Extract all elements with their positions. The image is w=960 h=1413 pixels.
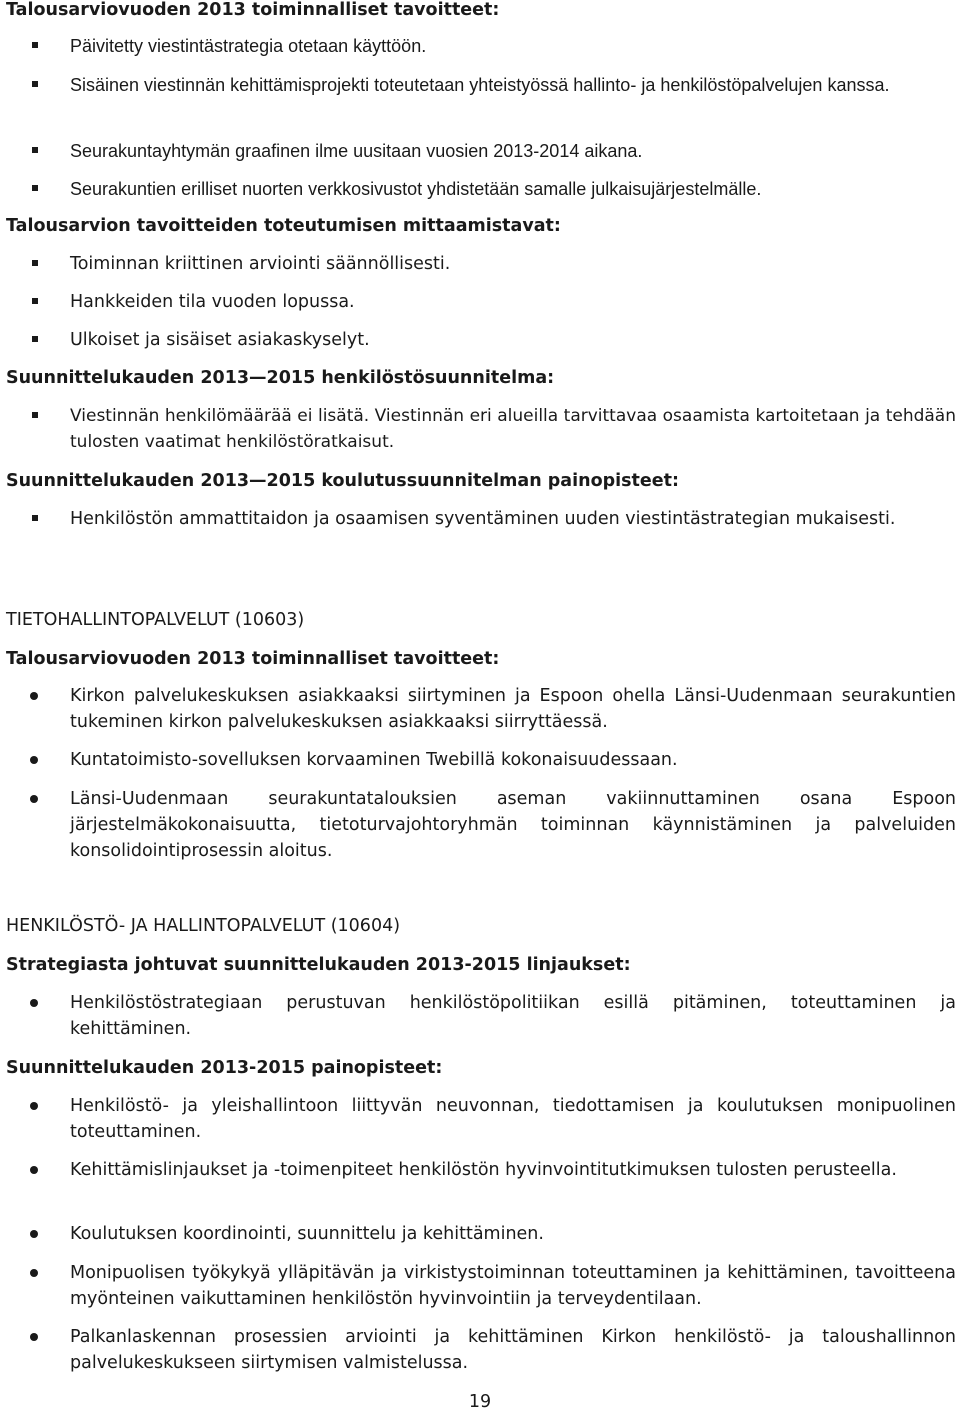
section-title: HENKILÖSTÖ- JA HALLINTOPALVELUT (10604) (6, 916, 401, 936)
section-heading: Strategiasta johtuvat suunnittelukauden 2013-2015 linjaukset: (6, 955, 631, 975)
square-bullet-icon (30, 327, 50, 353)
round-bullet-icon (30, 1324, 50, 1350)
square-bullet-icon (30, 506, 50, 532)
square-bullet-icon (30, 176, 50, 202)
square-bullet-icon (30, 72, 50, 98)
section-heading: Talousarviovuoden 2013 toiminnalliset tavoitteet: (6, 649, 500, 669)
section-title: TIETOHALLINTOPALVELUT (10603) (6, 610, 305, 630)
list-item: Kirkon palvelukeskuksen asiakkaaksi siirtyminen ja Espoon ohella Länsi-Uudenmaan seurakuntien tukeminen kirkon palvelukeskuksen asiakkaaksi siirryttäessä. (0, 683, 960, 735)
section-heading: Suunnittelukauden 2013—2015 koulutussuunnitelman painopisteet: (6, 471, 679, 491)
list-item: Sisäinen viestinnän kehittämisprojekti toteutetaan yhteistyössä hallinto- ja henkilöstöpalvelujen kanssa. (0, 72, 960, 124)
square-bullet-icon (30, 33, 50, 59)
list-item: Henkilöstö- ja yleishallintoon liittyvän neuvonnan, tiedottamisen ja koulutuksen monipuolinen toteuttaminen. (0, 1093, 960, 1145)
page-number: 19 (468, 1392, 492, 1412)
round-bullet-icon (30, 1093, 50, 1119)
square-bullet-icon (30, 138, 50, 164)
round-bullet-icon (30, 1157, 50, 1183)
list-item: Viestinnän henkilömäärää ei lisätä. Viestinnän eri alueilla tarvittavaa osaamista kartoitetaan ja tehdään tulosten vaatimat henkilöstöratkaisut. (0, 403, 960, 455)
document-page: Talousarviovuoden 2013 toiminnalliset tavoitteet: Päivitetty viestintästrategia otetaan käyttöön. Sisäinen viestinnän kehittämisprojekti toteutetaan yhteistyössä hallinto- ja henkilöstöpalvelujen kanssa. Seurakuntayhtymän graafinen ilme uusitaan vuosien 2013-2014 aikana. Seurakuntien erilliset nuorten verkkosivustot yhdistetään samalle julkaisujärjestelmälle. Talousarvion tavoitteiden toteutumisen mittaamistavat: Toiminnan kriittinen arviointi säännöllisesti. Hankkeiden tila vuoden lopussa. Ulkoiset ja sisäiset asiakaskyselyt. Suunnittelukauden 2013—2015 henkilöstösuunnitelma: Viestinnän henkilömäärää ei lisätä. Viestinnän eri alueilla tarvittavaa osaamista kartoitetaan ja tehdään tulosten vaatimat henkilöstöratkaisut. Suunnittelukauden 2013—2015 koulutussuunnitelman painopisteet: Henkilöstön ammattitaidon ja osaamisen syventäminen uuden viestintästrategian mukaisesti. TIETOHALLINTOPALVELUT (10603) Talousarviovuoden 2013 toiminnalliset tavoitteet: Kirkon palvelukeskuksen asiakkaaksi siirtyminen ja Espoon ohella Länsi-Uudenmaan seurakuntien tukeminen kirkon palvelukeskuksen asiakkaaksi siirryttäessä. Kuntatoimisto-sovelluksen korvaaminen Twebillä kokonaisuudessaan. Länsi-Uudenmaan seurakuntatalouksien aseman vakiinnuttaminen osana Espoon järjestelmäkokonaisuutta, tietoturvajohtoryhmän toiminnan käynnistäminen ja palveluiden konsolidointiprosessin aloitus. HENKILÖSTÖ- JA HALLINTOPALVELUT (10604) Strategiasta johtuvat suunnittelukauden 2013-2015 linjaukset: Henkilöstöstrategiaan perustuvan henkilöstöpolitiikan esillä pitäminen, toteuttaminen ja kehittäminen. Suunnittelukauden 2013-2015 painopisteet: Henkilöstö- ja yleishallintoon liittyvän neuvonnan, tiedottamisen ja koulutuksen monipuolinen toteuttaminen. Kehittämislinjaukset ja -toimenpiteet henkilöstön hyvinvointitutkimuksen tulosten perusteella. Koulutuksen koordinointi, suunnittelu ja kehittäminen. Monipuolisen työkykyä ylläpitävän ja virkistystoiminnan toteuttaminen ja kehittäminen, tavoitteena myönteinen vaikuttaminen henkilöstön hyvinvointiin ja terveydentilaan. Palkanlaskennan prosessien arviointi ja kehittäminen Kirkon henkilöstö- ja taloushallinnon palvelukeskukseen siirtymisen valmistelussa. 19 (0, 0, 960, 1413)
section-heading: Talousarvion tavoitteiden toteutumisen mittaamistavat: (6, 216, 561, 236)
round-bullet-icon (30, 683, 50, 709)
square-bullet-icon (30, 289, 50, 315)
list-item: Länsi-Uudenmaan seurakuntatalouksien aseman vakiinnuttaminen osana Espoon järjestelmäkokonaisuutta, tietoturvajohtoryhmän toiminnan käynnistäminen ja palveluiden konsolidointiprosessin aloitus. (0, 786, 960, 864)
square-bullet-icon (30, 403, 50, 429)
round-bullet-icon (30, 747, 50, 773)
section-heading: Suunnittelukauden 2013—2015 henkilöstösuunnitelma: (6, 368, 555, 388)
round-bullet-icon (30, 1221, 50, 1247)
round-bullet-icon (30, 990, 50, 1016)
list-item: Monipuolisen työkykyä ylläpitävän ja virkistystoiminnan toteuttaminen ja kehittäminen, tavoitteena myönteinen vaikuttaminen henkilöstön hyvinvointiin ja terveydentilaan. (0, 1260, 960, 1312)
round-bullet-icon (30, 786, 50, 812)
square-bullet-icon (30, 251, 50, 277)
list-item: Henkilöstön ammattitaidon ja osaamisen syventäminen uuden viestintästrategian mukaisesti. (0, 506, 960, 558)
section-heading: Talousarviovuoden 2013 toiminnalliset tavoitteet: (6, 0, 500, 20)
list-item: Henkilöstöstrategiaan perustuvan henkilöstöpolitiikan esillä pitäminen, toteuttaminen ja kehittäminen. (0, 990, 960, 1042)
list-item: Palkanlaskennan prosessien arviointi ja kehittäminen Kirkon henkilöstö- ja taloushallinnon palvelukeskukseen siirtymisen valmistelussa. (0, 1324, 960, 1376)
list-item: Kehittämislinjaukset ja -toimenpiteet henkilöstön hyvinvointitutkimuksen tulosten perusteella. (0, 1157, 960, 1209)
round-bullet-icon (30, 1260, 50, 1286)
section-heading: Suunnittelukauden 2013-2015 painopisteet: (6, 1058, 443, 1078)
